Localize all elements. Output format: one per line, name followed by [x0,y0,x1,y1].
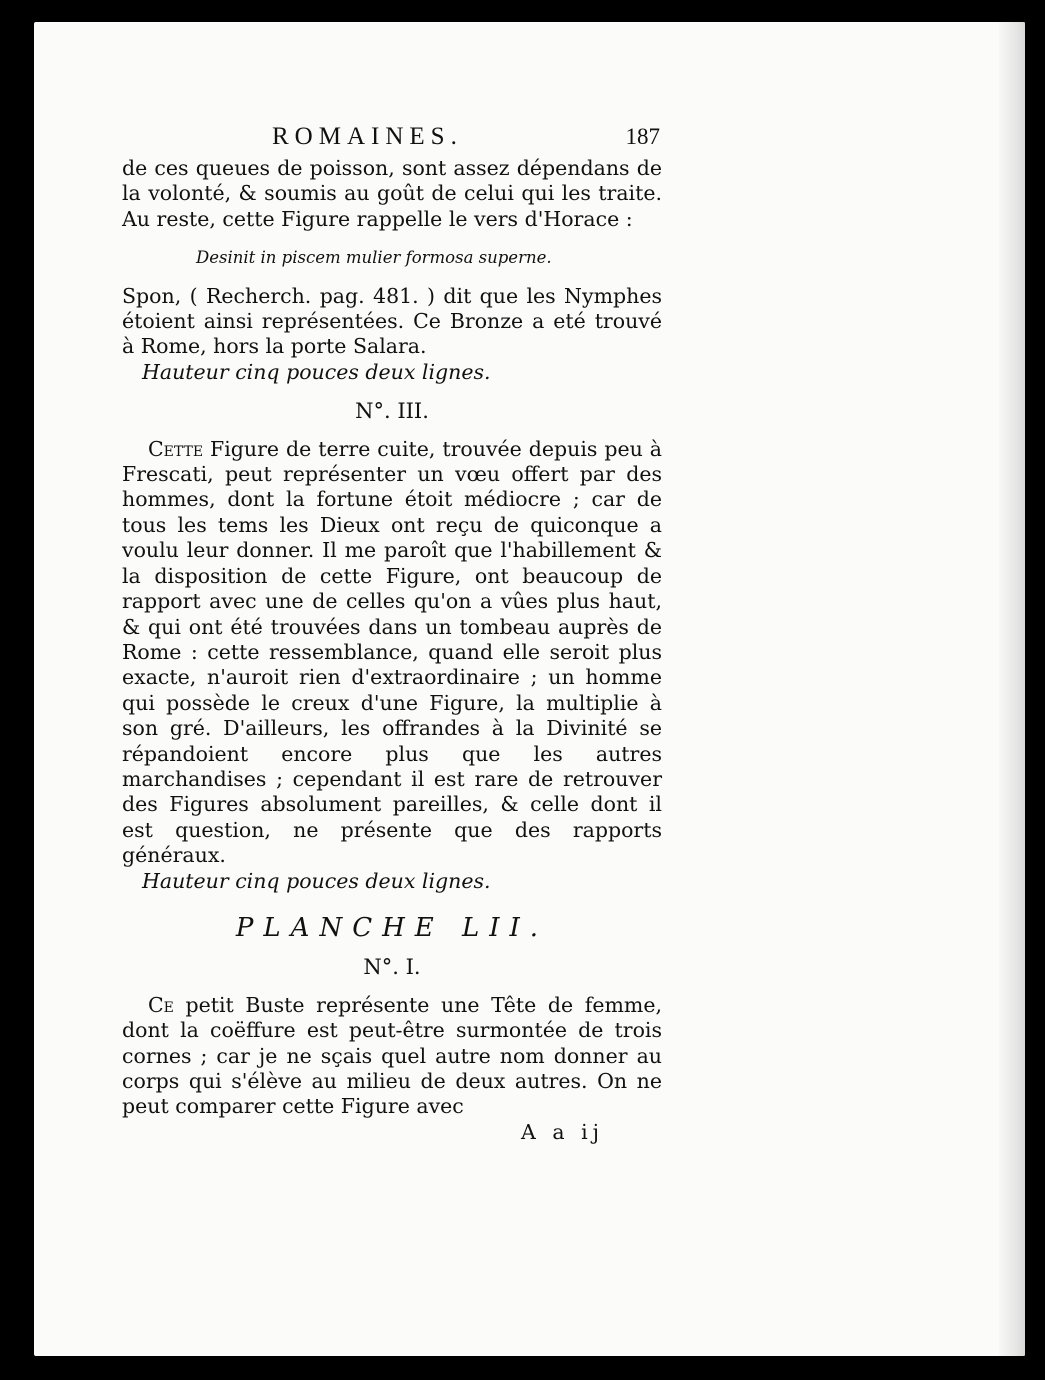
page-header [122,120,662,156]
paragraph-3-text: Figure de terre cuite, trouvée depuis peu à Frescati, peut représenter un vœu offert par des hommes, dont la fortune étoit médiocre ; car de tous les tems les Dieux ont reçu de quiconque a voulu leur donner. Il me paroît que l'habillement & la disposition de cette Figure, ont beaucoup de rapport avec une de celles qu'on a vûes plus haut, & qui ont été trouvées dans un tombeau auprès de Rome : cette ressemblance, quand elle seroit plus exacte, n'auroit rien d'extraordinaire ; un homme qui possède le creux d'une Figure, la multiplie à son gré. D'ailleurs, les offrandes à la Divinité se répandoient encore plus que les autres marchandises ; cependant il est rare de retrouver des Figures absolument pareilles, & celle dont il est question, ne présente que des rapports généraux. [122,436,662,868]
section-heading-no1: N°. I. [363,955,421,980]
paragraph-4 [122,993,662,1120]
paragraph-2: Spon, ( Recherch. pag. 481. ) dit que les Nymphes étoient ainsi représentées. Ce Bronze a eté trouvé à Rome, hors la porte Salara. [122,283,662,359]
paragraph-3-initial: Cette [148,436,204,461]
paragraph-4-initial: Ce [148,992,174,1017]
paragraph-1: de ces queues de poisson, sont assez dépendans de la volonté, & soumis au goût de celui qui les traite. Au reste, cette Figure rappelle le vers d'Horace : [122,156,662,231]
page-number: 187 [625,124,660,149]
page-text-block [122,120,662,1145]
signature-mark: A a ij [521,1119,604,1144]
paper-edge-shadow [999,22,1025,1356]
running-head: ROMAINES. [272,123,463,150]
measurement-2: Hauteur cinq pouces deux lignes. [142,868,491,893]
horace-quote: Desinit in piscem mulier formosa superne. [196,248,552,268]
plate-heading: PLANCHE LII. [235,912,549,943]
measurement-1: Hauteur cinq pouces deux lignes. [142,359,491,384]
paragraph-3 [122,437,662,869]
paragraph-4-text: petit Buste représente une Tête de femme, dont la coëffure est peut-être surmontée de trois cornes ; car je ne sçais quel autre nom donner au corps qui s'élève au milieu de deux autres. On ne peut comparer cette Figure avec [122,992,662,1119]
section-heading-no3: N°. III. [355,399,429,424]
